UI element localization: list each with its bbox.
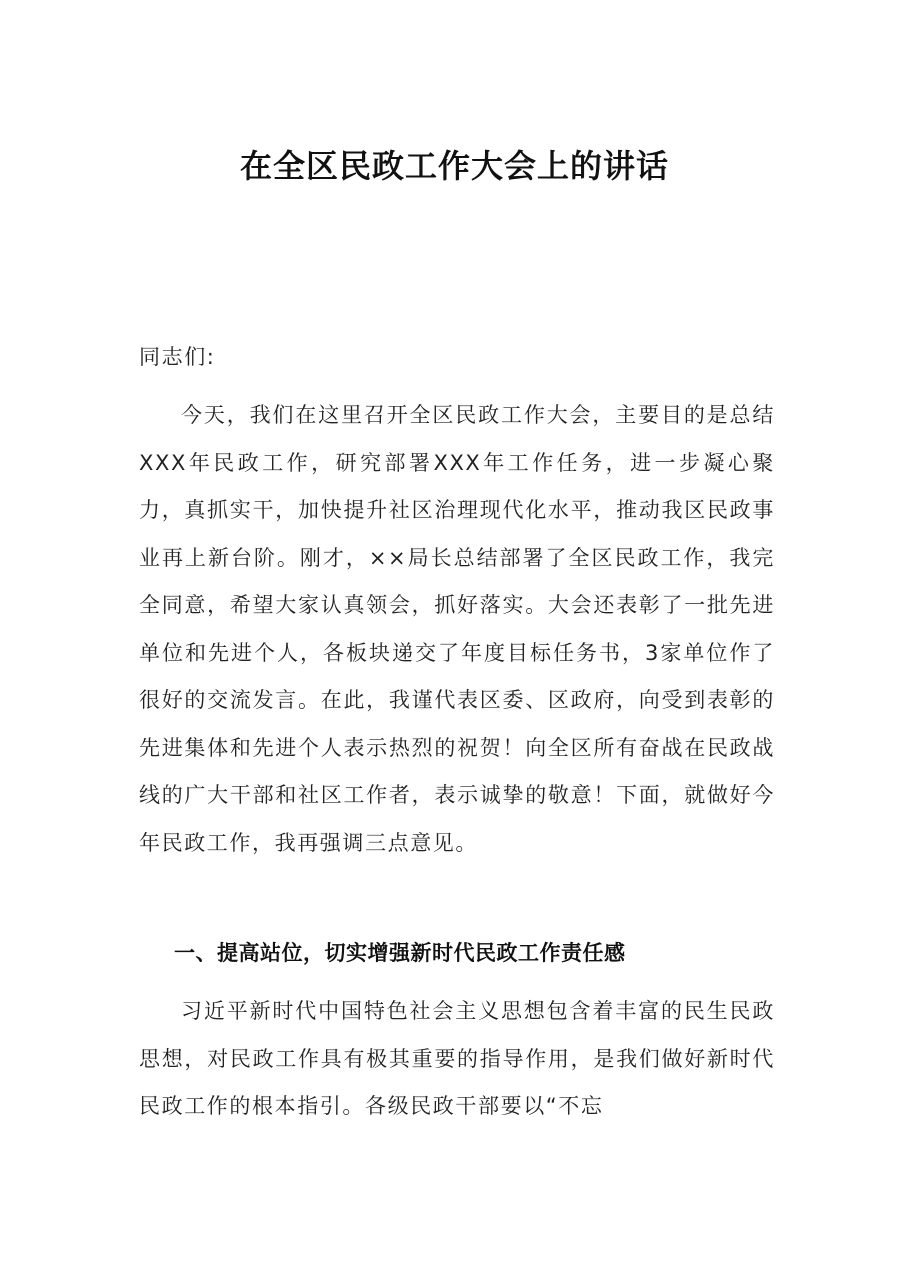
document-title: 在全区民政工作大会上的讲话 — [239, 147, 669, 185]
paragraph-section-1: 习近平新时代中国特色社会主义思想包含着丰富的民生民政思想，对民政工作具有极其重要的指导作用，是我们做好新时代民政工作的根本指引。各级民政干部要以“不忘 — [139, 999, 775, 1118]
section-heading-1: 一、提高站位，切实增强新时代民政工作责任感 — [174, 941, 626, 965]
paragraph-opening: 今天，我们在这里召开全区民政工作大会，主要目的是总结XXX年民政工作，研究部署XXX年工作任务，进一步凝心聚力，真抓实干，加快提升社区治理现代化水平，推动我区民政事业再上新台阶。刚才，××局长总结部署了全区民政工作，我完全同意，希望大家认真领会，抓好落实。大会还表彰了一批先进单位和先进个人，各板块递交了年度目标任务书，3家单位作了很好的交流发言。在此，我谨代表区委、区政府，向受到表彰的先进集体和先进个人表示热烈的祝贺！向全区所有奋战在民政战线的广大干部和社区工作者，表示诚挚的敬意！下面，就做好今年民政工作，我再强调三点意见。 — [139, 403, 775, 855]
salutation: 同志们: — [139, 345, 216, 369]
